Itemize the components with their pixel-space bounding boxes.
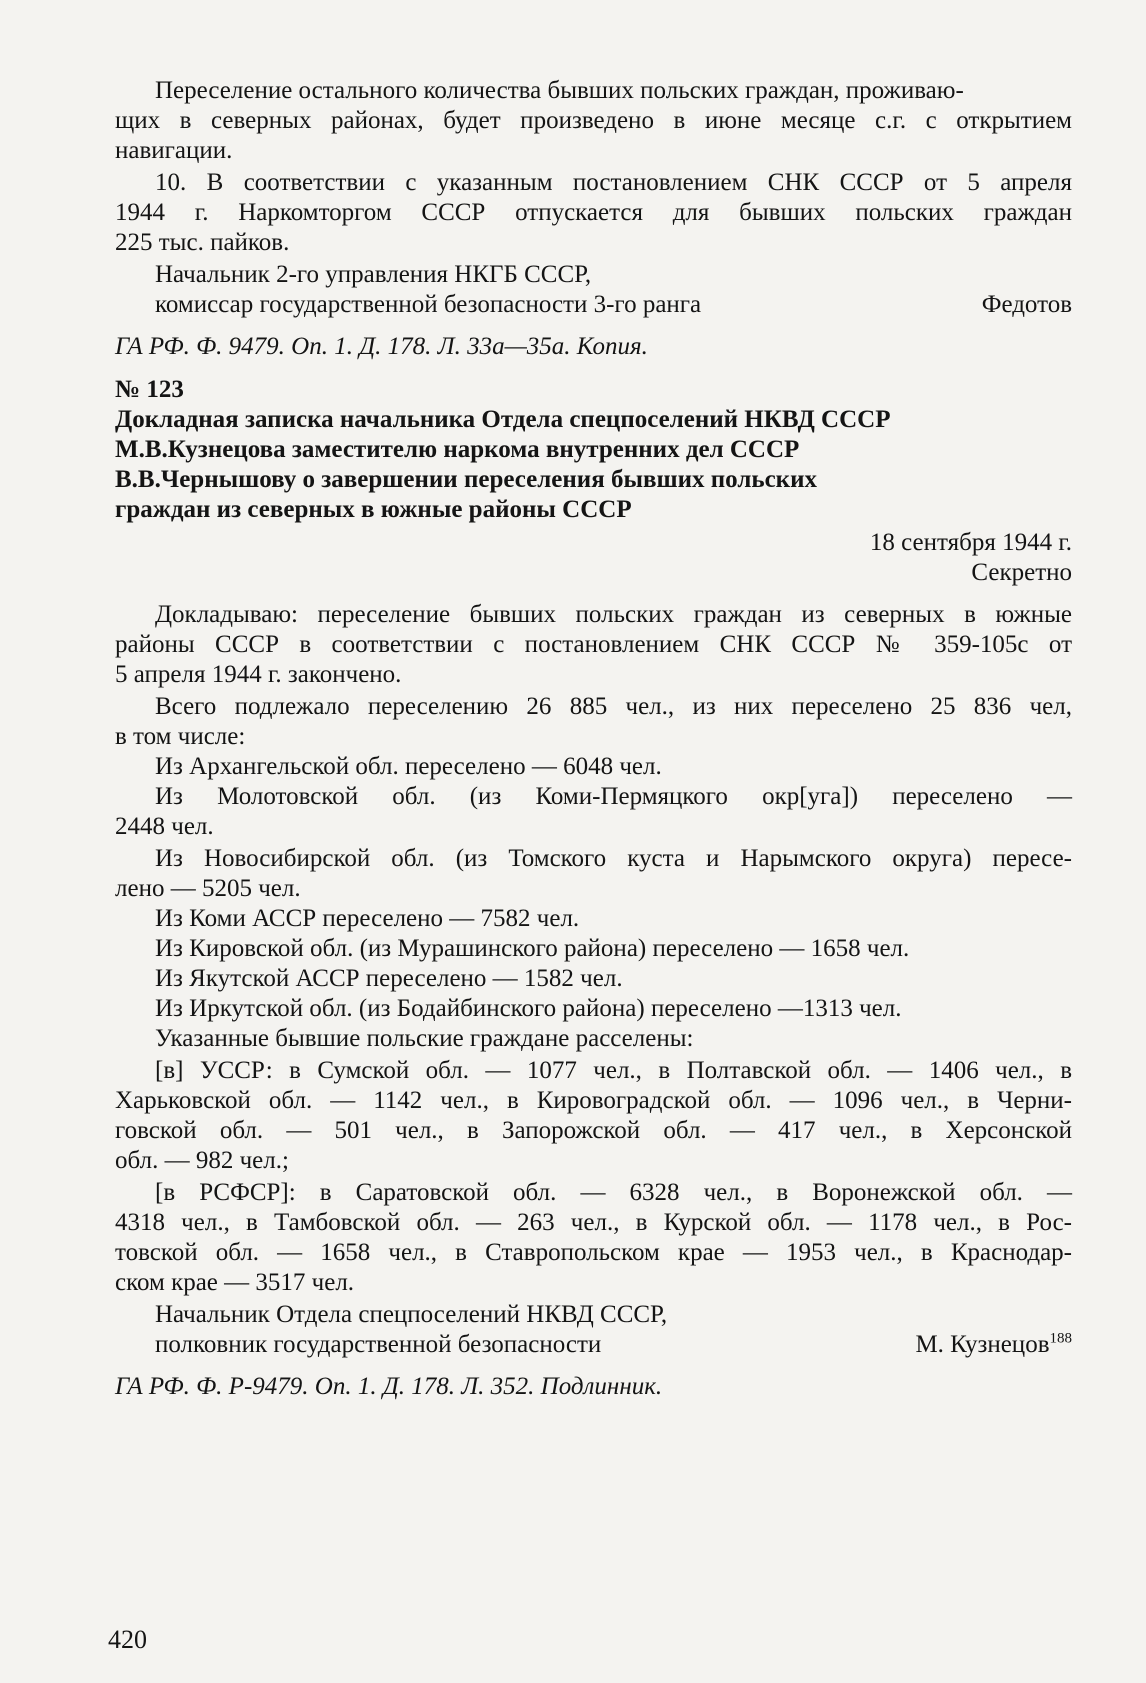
list-item: Из Новосибирской обл. (из Томского куста и Нарымского округа) пересе-	[155, 845, 1072, 872]
document-heading: граждан из северных в южные районы СССР	[115, 496, 632, 523]
paragraph-line: районы СССР в соответствии с постановлением СНК СССР № 359-105с от	[115, 631, 1072, 658]
list-item: Из Молотовской обл. (из Коми-Пермяцкого окр[уга]) переселено —	[155, 783, 1072, 810]
list-item: Из Кировской обл. (из Мурашинского района) переселено — 1658 чел.	[155, 935, 910, 962]
paragraph-line: [в РСФСР]: в Саратовской обл. — 6328 чел., в Воронежской обл. —	[155, 1179, 1072, 1206]
classification-mark: Секретно	[971, 559, 1072, 586]
signature-title: Начальник Отдела спецпоселений НКВД СССР,	[155, 1301, 668, 1328]
paragraph-line: Всего подлежало переселению 26 885 чел., из них переселено 25 836 чел,	[155, 693, 1072, 720]
paragraph-line: 4318 чел., в Тамбовской обл. — 263 чел., в Курской обл. — 1178 чел., в Рос-	[115, 1209, 1072, 1236]
document-heading: Докладная записка начальника Отдела спецпоселений НКВД СССР	[115, 406, 891, 433]
paragraph-line: Указанные бывшие польские граждане расселены:	[155, 1025, 694, 1052]
signature-title: Начальник 2-го управления НКГБ СССР,	[155, 261, 592, 288]
paragraph-line: Переселение остального количества бывших польских граждан, проживаю-	[155, 77, 964, 104]
list-item: Из Коми АССР переселено — 7582 чел.	[155, 905, 580, 932]
signature-name: Федотов	[981, 291, 1072, 318]
signature-line	[155, 290, 1072, 320]
archive-reference: ГА РФ. Ф. Р-9479. Оп. 1. Д. 178. Л. 352. Подлинник.	[115, 1373, 663, 1400]
paragraph-line: ском крае — 3517 чел.	[115, 1269, 355, 1296]
paragraph-line: обл. — 982 чел.;	[115, 1147, 289, 1174]
signature-rank: комиссар государственной безопасности 3-го ранга	[155, 291, 702, 318]
list-item: лено — 5205 чел.	[115, 875, 301, 902]
document-number: № 123	[115, 376, 184, 403]
footnote-marker: 188	[1049, 1330, 1072, 1347]
signature-rank: полковник государственной безопасности	[155, 1331, 602, 1358]
paragraph-line: 5 апреля 1944 г. закончено.	[115, 661, 402, 688]
paragraph-line: Харьковской обл. — 1142 чел., в Кировоградской обл. — 1096 чел., в Черни-	[115, 1087, 1072, 1114]
paragraph-line: 10. В соответствии с указанным постановлением СНК СССР от 5 апреля	[155, 169, 1072, 196]
list-item: Из Архангельской обл. переселено — 6048 чел.	[155, 753, 662, 780]
paragraph-line: [в] УССР: в Сумской обл. — 1077 чел., в Полтавской обл. — 1406 чел., в	[155, 1057, 1072, 1084]
list-item: Из Якутской АССР переселено — 1582 чел.	[155, 965, 623, 992]
paragraph-line: товской обл. — 1658 чел., в Ставропольском крае — 1953 чел., в Краснодар-	[115, 1239, 1072, 1266]
paragraph-line: в том числе:	[115, 723, 246, 750]
signature-line	[155, 1330, 1072, 1360]
document-heading: В.В.Чернышову о завершении переселения бывших польских	[115, 466, 817, 493]
document-heading: М.В.Кузнецова заместителю наркома внутренних дел СССР	[115, 436, 800, 463]
paragraph-line: Докладываю: переселение бывших польских граждан из северных в южные	[155, 601, 1072, 628]
paragraph-line: щих в северных районах, будет произведено в июне месяце с.г. с открытием	[115, 107, 1072, 134]
document-date: 18 сентября 1944 г.	[869, 529, 1072, 556]
paragraph-line: 225 тыс. пайков.	[115, 229, 290, 256]
signature-name-group	[915, 1330, 1072, 1360]
list-item: 2448 чел.	[115, 813, 214, 840]
archive-reference: ГА РФ. Ф. 9479. Оп. 1. Д. 178. Л. 33а—35а. Копия.	[115, 333, 648, 360]
page-number: 420	[108, 1625, 147, 1654]
signature-name: М. Кузнецов	[915, 1331, 1050, 1358]
paragraph-line: 1944 г. Наркомторгом СССР отпускается для бывших польских граждан	[115, 199, 1072, 226]
paragraph-line: говской обл. — 501 чел., в Запорожской обл. — 417 чел., в Херсонской	[115, 1117, 1072, 1144]
list-item: Из Иркутской обл. (из Бодайбинского района) переселено —1313 чел.	[155, 995, 902, 1022]
paragraph-line: навигации.	[115, 137, 233, 164]
